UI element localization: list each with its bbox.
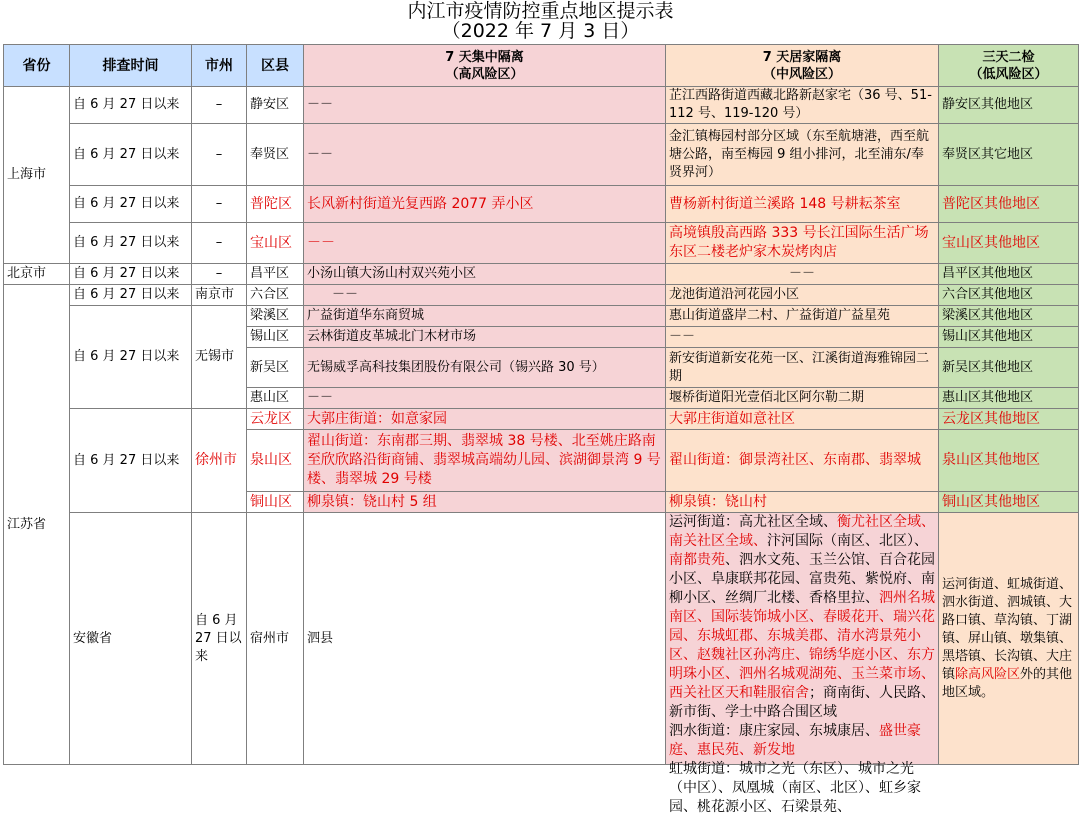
city-cell: – <box>192 87 247 124</box>
province-cell: 上海市 <box>4 87 70 264</box>
time-cell: 自 6 月 27 日以来 <box>70 409 192 513</box>
city-cell: – <box>192 264 247 285</box>
low-risk-cell: 宝山区其他地区 <box>939 223 1079 264</box>
table-row <box>4 124 1079 186</box>
district-cell: 锡山区 <box>247 327 304 348</box>
city-cell: 无锡市 <box>192 306 247 409</box>
mid-risk-cell: 龙池街道沿河花园小区 <box>666 285 939 306</box>
high-risk-cell <box>666 513 939 815</box>
time-cell: 自 6 月 27 日以来 <box>70 223 192 264</box>
district-cell: 云龙区 <box>247 409 304 430</box>
time-cell: 自 6 月 27 日以来 <box>70 264 192 285</box>
district-cell: 宝山区 <box>247 223 304 264</box>
district-cell: 泉山区 <box>247 430 304 492</box>
high-risk-cell: 小汤山镇大汤山村双兴苑小区 <box>304 264 666 285</box>
high-risk-cell: 柳泉镇：铙山村 5 组 <box>304 492 666 513</box>
header-district: 区县 <box>247 45 304 87</box>
high-risk-text: 、泗水文苑、玉兰公馆、百合花园小区、阜康联邦花园、富贵苑、紫悦府、南柳小区、丝绸厂北楼、香格里拉、 <box>669 552 935 606</box>
mid-risk-cell: 新安街道新安花苑一区、江溪街道海雅锦园二期 <box>666 348 939 388</box>
province-cell: 江苏省 <box>4 285 70 765</box>
table-row <box>4 513 1079 765</box>
mid-risk-cell: －－ <box>666 327 939 348</box>
district-cell: 昌平区 <box>247 264 304 285</box>
mid-risk-cell: 高境镇殷高西路 333 号长江国际生活广场东区二楼老炉家木炭烤肉店 <box>666 223 939 264</box>
high-risk-cell: －－ <box>304 388 666 409</box>
mid-risk-cell: 柳泉镇：铙山村 <box>666 492 939 513</box>
low-risk-cell: 铜山区其他地区 <box>939 492 1079 513</box>
table-row <box>4 264 1079 285</box>
time-cell: 自 6 月 27 日以来 <box>192 513 247 765</box>
time-cell: 自 6 月 27 日以来 <box>70 87 192 124</box>
mid-risk-cell: 金汇镇梅园村部分区域（东至航塘港，西至航塘公路，南至梅园 9 组小排河，北至浦东/奉贤界河） <box>666 124 939 186</box>
low-risk-cell: 奉贤区其它地区 <box>939 124 1079 186</box>
low-risk-cell: 六合区其他地区 <box>939 285 1079 306</box>
city-cell: 徐州市 <box>192 409 247 513</box>
district-cell: 铜山区 <box>247 492 304 513</box>
mid-risk-cell: 大郭庄街道如意社区 <box>666 409 939 430</box>
low-risk-cell: 泉山区其他地区 <box>939 430 1079 492</box>
mid-risk-cell <box>939 513 1079 765</box>
district-cell: 惠山区 <box>247 388 304 409</box>
time-cell: 自 6 月 27 日以来 <box>70 186 192 223</box>
low-risk-cell: 普陀区其他地区 <box>939 186 1079 223</box>
high-risk-cell: 无锡威孚高科技集团股份有限公司（锡兴路 30 号） <box>304 348 666 388</box>
city-cell: – <box>192 186 247 223</box>
time-cell: 自 6 月 27 日以来 <box>70 124 192 186</box>
province-cell: 安徽省 <box>70 513 192 765</box>
header-high-risk: 7 天集中隔离 （高风险区） <box>304 45 666 87</box>
mid-risk-cell: 惠山街道盛岸二村、广益街道广益星苑 <box>666 306 939 327</box>
header-city: 市州 <box>192 45 247 87</box>
low-risk-cell: 云龙区其他地区 <box>939 409 1079 430</box>
high-risk-text: ；商南街、人民路、新市街、学士中路合围区域 <box>669 685 935 720</box>
low-risk-cell: 昌平区其他地区 <box>939 264 1079 285</box>
high-risk-text-highlight: 衡尤社区全域、南关社区全域、 <box>669 514 935 549</box>
high-risk-text-highlight: 南都贵苑 <box>669 552 725 568</box>
high-risk-cell: 长风新村街道光复西路 2077 弄小区 <box>304 186 666 223</box>
table-row <box>4 87 1079 124</box>
table-row <box>4 186 1079 223</box>
header-province: 省份 <box>4 45 70 87</box>
mid-risk-text-highlight: 除高风险区 <box>955 666 1021 682</box>
high-risk-cell: 大郭庄街道：如意家园 <box>304 409 666 430</box>
district-cell: 六合区 <box>247 285 304 306</box>
high-risk-cell: －－ <box>304 124 666 186</box>
high-risk-cell: 广益街道华东商贸城 <box>304 306 666 327</box>
mid-risk-cell: 堰桥街道阳光壹佰北区阿尔勒二期 <box>666 388 939 409</box>
mid-risk-cell: 翟山街道：御景湾社区、东南郡、翡翠城 <box>666 430 939 492</box>
table-row <box>4 223 1079 264</box>
high-risk-text: 泗水街道：康庄家园、东城康居、 <box>669 723 879 739</box>
table-row <box>4 306 1079 327</box>
mid-risk-cell: －－ <box>666 264 939 285</box>
low-risk-cell: 静安区其他地区 <box>939 87 1079 124</box>
city-cell: – <box>192 124 247 186</box>
high-risk-cell: －－ <box>304 87 666 124</box>
district-cell: 静安区 <box>247 87 304 124</box>
page-title: 内江市疫情防控重点地区提示表 <box>407 0 674 22</box>
high-risk-cell: 云林街道皮革城北门木材市场 <box>304 327 666 348</box>
city-cell: 宿州市 <box>247 513 304 765</box>
header-time: 排查时间 <box>70 45 192 87</box>
high-risk-cell: －－ <box>304 223 666 264</box>
mid-risk-text: 外的其他地区域。 <box>942 666 1073 700</box>
table-row <box>4 409 1079 430</box>
high-risk-cell: －－ <box>304 285 666 306</box>
high-risk-text-highlight: 泗州名城南区、国际装饰城小区、春暖花开、瑞兴花园、东城虹郡、东城美郡、清水湾景苑小区、赵魏社区孙湾庄、锦绣华庭小区、东方明珠小区、泗州名城观湖苑、玉兰菜市场、西关社区天和鞋服宿舍 <box>669 590 935 701</box>
time-cell: 自 6 月 27 日以来 <box>70 306 192 409</box>
low-risk-cell: 惠山区其他地区 <box>939 388 1079 409</box>
low-risk-cell: 梁溪区其他地区 <box>939 306 1079 327</box>
header-low-risk: 三天二检 （低风险区） <box>939 45 1079 87</box>
district-cell: 奉贤区 <box>247 124 304 186</box>
time-cell: 自 6 月 27 日以来 <box>70 285 192 306</box>
low-risk-cell: 新吴区其他地区 <box>939 348 1079 388</box>
province-cell: 北京市 <box>4 264 70 285</box>
district-cell: 泗县 <box>304 513 666 765</box>
city-cell: 南京市 <box>192 285 247 306</box>
page-subtitle: （2022 年 7 月 3 日） <box>441 20 640 42</box>
district-cell: 普陀区 <box>247 186 304 223</box>
header-row <box>4 45 1079 87</box>
high-risk-text: 运河街道：高尤社区全域、 <box>669 514 837 530</box>
city-cell: – <box>192 223 247 264</box>
high-risk-text: 汴河国际（南区、北区）、 <box>767 533 928 549</box>
header-mid-risk: 7 天居家隔离 （中风险区） <box>666 45 939 87</box>
district-cell: 新吴区 <box>247 348 304 388</box>
table-row <box>4 285 1079 306</box>
low-risk-cell: 锡山区其他地区 <box>939 327 1079 348</box>
mid-risk-cell: 曹杨新村街道兰溪路 148 号耕耘茶室 <box>666 186 939 223</box>
risk-area-table <box>3 44 1079 815</box>
district-cell: 梁溪区 <box>247 306 304 327</box>
high-risk-text-highlight: 盛世豪庭、惠民苑、新发地 <box>669 723 921 758</box>
mid-risk-text: 运河街道、虹城街道、泗水街道、泗城镇、大路口镇、草沟镇、丁湖镇、屏山镇、墩集镇、黑塔镇、长沟镇、大庄镇 <box>942 576 1073 682</box>
high-risk-cell: 翟山街道：东南郡三期、翡翠城 38 号楼、北至姚庄路南至欣欣路沿街商铺、翡翠城高端幼儿园、滨湖御景湾 9 号楼、翡翠城 29 号楼 <box>304 430 666 492</box>
high-risk-text: 虹城街道：城市之光（东区）、城市之光（中区）、凤凰城（南区、北区）、虹乡家园、桃花源小区、石梁景苑、 <box>669 761 921 815</box>
mid-risk-cell: 芷江西路街道西藏北路新赵家宅（36 号、51-112 号、119-120 号） <box>666 87 939 124</box>
